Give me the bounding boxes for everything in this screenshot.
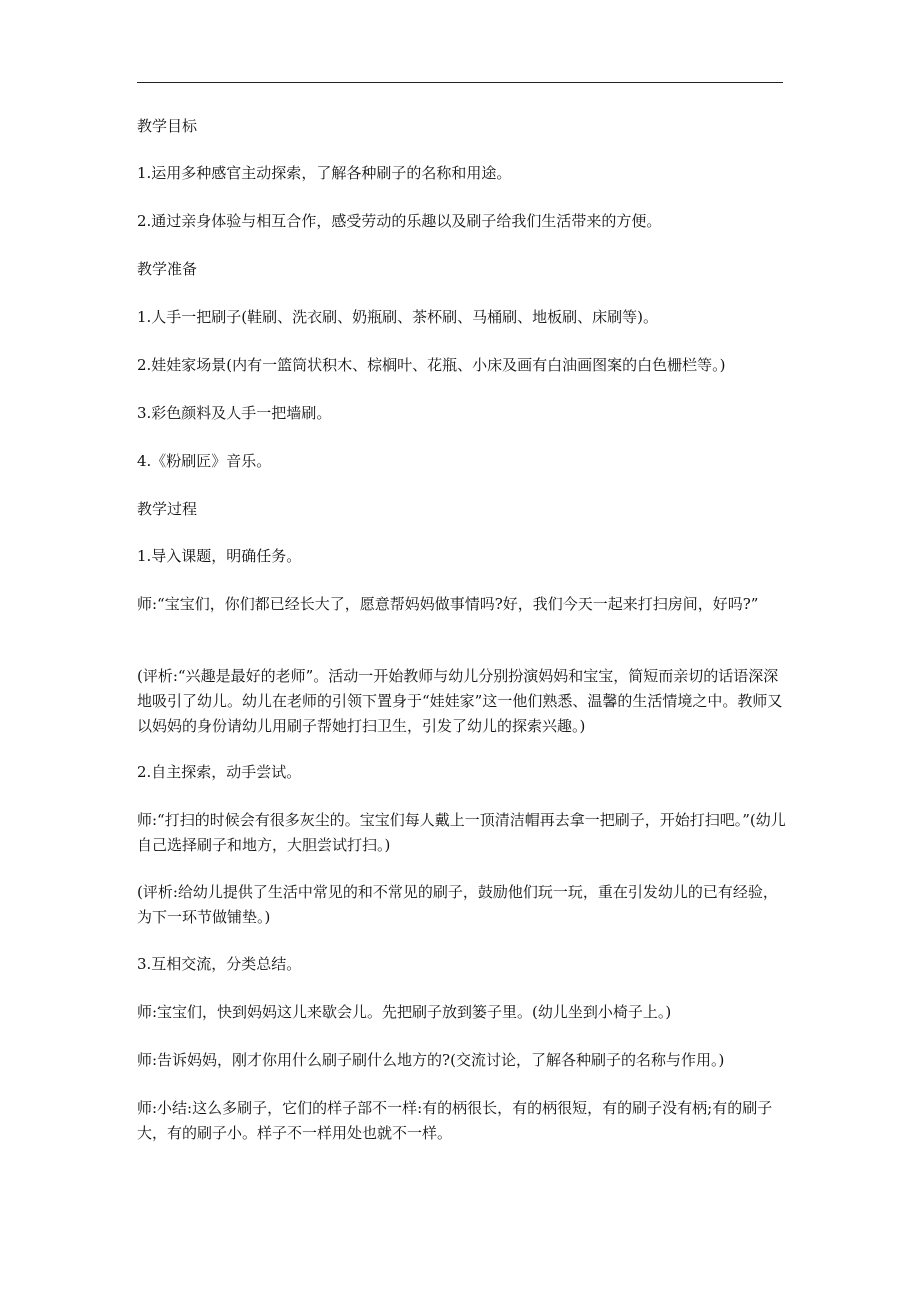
heading-teaching-process: 教学过程	[137, 500, 198, 518]
process-step-1: 1.导入课题，明确任务。	[137, 547, 302, 565]
process-step-3: 3.互相交流，分类总结。	[137, 955, 302, 973]
process-step-2: 2.自主探索，动手尝试。	[137, 763, 302, 781]
preparation-item-3: 3.彩色颜料及人手一把墙刷。	[137, 404, 332, 422]
preparation-item-4: 4.《粉刷匠》音乐。	[137, 452, 272, 470]
preparation-item-1: 1.人手一把刷子(鞋刷、洗衣刷、奶瓶刷、茶杯刷、马桶刷、地板刷、床刷等)。	[137, 308, 659, 326]
preparation-item-2: 2.娃娃家场景(内有一篮筒状积木、棕榈叶、花瓶、小床及画有白油画图案的白色栅栏等。)	[137, 356, 726, 374]
teacher-dialogue-4: 师:告诉妈妈，刚才你用什么刷子刷什么地方的?(交流讨论，了解各种刷子的名称与作用。)	[137, 1051, 725, 1069]
goal-item-2: 2.通过亲身体验与相互合作，感受劳动的乐趣以及刷子给我们生活带来的方便。	[137, 212, 662, 230]
commentary-2: (评析:给幼儿提供了生活中常见的和不常见的刷子，鼓励他们玩一玩，重在引发幼儿的已有经验，为下一环节做铺垫。)	[137, 883, 778, 926]
teacher-dialogue-2: 师:“打扫的时候会有很多灰尘的。宝宝们每人戴上一顶清洁帽再去拿一把刷子，开始打扫吧。”(幼儿自己选择刷子和地方，大胆尝试打扫。)	[137, 811, 786, 854]
teacher-dialogue-3: 师:宝宝们，快到妈妈这儿来歇会儿。先把刷子放到篓子里。(幼儿坐到小椅子上。)	[137, 1003, 672, 1021]
goal-item-1: 1.运用多种感官主动探索，了解各种刷子的名称和用途。	[137, 164, 512, 182]
heading-teaching-goals: 教学目标	[137, 117, 198, 135]
header-rule	[137, 82, 783, 83]
teacher-summary: 师:小结:这么多刷子，它们的样子部不一样:有的柄很长，有的柄很短，有的刷子没有柄;有的刷子大，有的刷子小。样子不一样用处也就不一样。	[137, 1099, 773, 1142]
teacher-dialogue-1: 师:“宝宝们，你们都已经长大了，愿意帮妈妈做事情吗?好，我们今天一起来打扫房间，好吗?”	[137, 595, 759, 613]
commentary-1: (评析:“兴趣是最好的老师”。活动一开始教师与幼儿分别扮演妈妈和宝宝，简短而亲切的话语深深地吸引了幼儿。幼儿在老师的引领下置身于“娃娃家”这一他们熟悉、温馨的生活情境之中。教师又以妈妈的身份请幼儿用刷子帮她打扫卫生，引发了幼儿的探索兴趣。)	[137, 667, 783, 735]
heading-teaching-preparation: 教学准备	[137, 260, 198, 278]
